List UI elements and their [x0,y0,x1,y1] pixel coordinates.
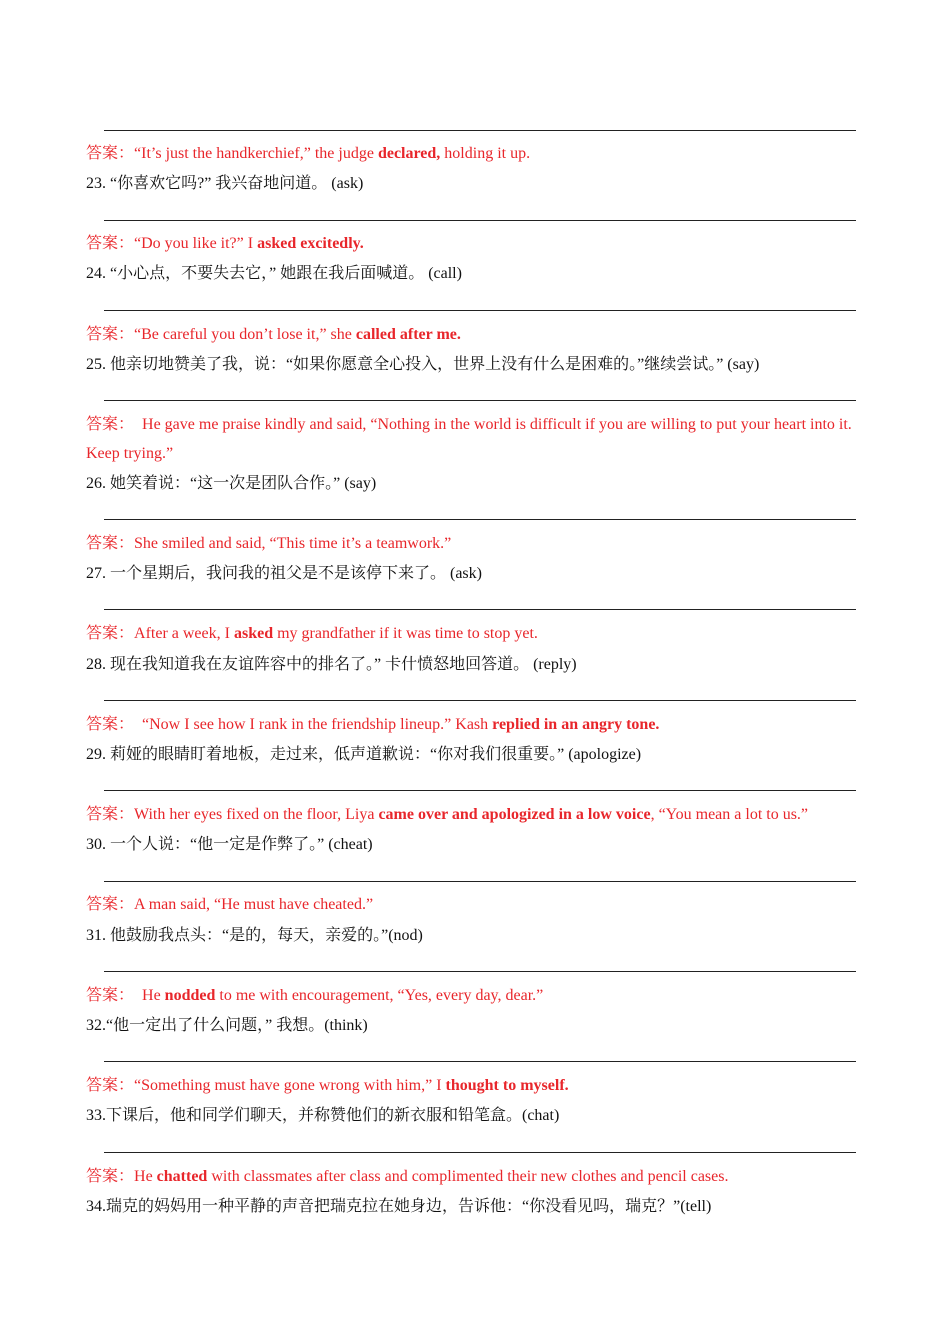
question-31: 31. 他鼓励我点头：“是的，每天，亲爱的。”(nod) [86,927,423,944]
answer-run: He gave me praise kindly and said, “Nothing in the world is difficult if you are willing to put your heart into it. Keep trying.” [86,416,856,462]
answer-line [104,881,856,882]
answer-key-phrase: came over and apologized in a low voice [378,806,651,823]
answer-text [86,529,870,558]
answer-run: He [134,987,165,1004]
answer-text [86,619,870,648]
answer-label: 答案： [86,145,135,162]
question-27: 27. 一个星期后，我问我的祖父是不是该停下来了。 (ask) [86,565,482,582]
answer-line [104,519,856,520]
answer-run: “It’s just the handkerchief,” the judge [134,145,378,162]
question-32: 32.“他一定出了什么问题，” 我想。(think) [86,1017,368,1034]
answer-run: He [134,1168,157,1185]
answer-key-phrase: called after me. [355,326,461,343]
answer-run: “Be careful you don’t lose it,” she [134,326,356,343]
question-26: 26. 她笑着说：“这一次是团队合作。” (say) [86,475,377,492]
answer-text [86,890,870,919]
answer-line [104,1061,856,1062]
answer-key-phrase: chatted [156,1168,208,1185]
answer-text [86,1162,870,1191]
answer-label: 答案： [86,716,135,733]
question-33: 33.下课后，他和同学们聊天，并称赞他们的新衣服和铅笔盒。(chat) [86,1107,560,1124]
answer-run: She smiled and said, “This time it’s a teamwork.” [134,535,452,552]
answer-key-phrase: thought to myself. [445,1077,569,1094]
answer-label: 答案： [86,987,135,1004]
answer-line [104,400,856,401]
question-29: 29. 莉娅的眼睛盯着地板，走过来，低声道歉说：“你对我们很重要。” (apologize) [86,746,642,763]
question-30: 30. 一个人说：“他一定是作弊了。” (cheat) [86,836,373,853]
answer-line [104,130,856,131]
answer-key-phrase: declared, [377,145,441,162]
answer-run: , “You mean a lot to us.” [650,806,809,823]
question-34: 34.瑞克的妈妈用一种平静的声音把瑞克拉在她身边，告诉他：“你没看见吗，瑞克？”(tell) [86,1198,712,1215]
answer-line [104,220,856,221]
answer-run: with classmates after class and complimented their new clothes and pencil cases. [207,1168,729,1185]
answer-text [86,229,870,258]
answer-label: 答案： [86,625,135,642]
question-24: 24. “小心点，不要失去它，” 她跟在我后面喊道。 (call) [86,265,462,282]
question-28: 28. 现在我知道我在友谊阵容中的排名了。” 卡什愤怒地回答道。 (reply) [86,656,577,673]
answer-label: 答案： [86,326,135,343]
answer-run: “Something must have gone wrong with him,” I [134,1077,446,1094]
answer-line [104,971,856,972]
answer-key-phrase: asked [233,625,274,642]
question-23: 23. “你喜欢它吗?” 我兴奋地问道。 (ask) [86,175,364,192]
answer-line [104,700,856,701]
answer-text [86,800,870,829]
answer-key-phrase: nodded [164,987,216,1004]
answer-label: 答案： [86,1168,135,1185]
answer-text [86,139,870,168]
answer-run: to me with encouragement, “Yes, every day, dear.” [215,987,544,1004]
answer-run: holding it up. [440,145,531,162]
answer-run: “Now I see how I rank in the friendship lineup.” Kash [134,716,493,733]
question-25: 25. 他亲切地赞美了我，说：“如果你愿意全心投入，世界上没有什么是困难的。”继续尝试。” (say) [86,356,760,373]
answer-text [86,981,870,1010]
answer-label: 答案： [86,235,135,252]
answer-run: After a week, I [134,625,234,642]
answer-line [104,1152,856,1153]
answer-line [104,310,856,311]
answer-line [104,790,856,791]
answer-key-phrase: replied in an angry tone. [492,716,660,733]
answer-label: 答案： [86,806,135,823]
answer-text [86,320,870,349]
answer-key-phrase: asked excitedly. [257,235,364,252]
answer-run: With her eyes fixed on the floor, Liya [134,806,379,823]
answer-run: my grandfather if it was time to stop yet. [273,625,538,642]
answer-text [86,410,870,468]
answer-label: 答案： [86,1077,135,1094]
answer-label: 答案： [86,896,135,913]
answer-label: 答案： [86,535,135,552]
answer-text [86,1071,870,1100]
answer-text [86,710,870,739]
answer-label: 答案： [86,416,135,433]
answer-run: A man said, “He must have cheated.” [134,896,374,913]
answer-run: “Do you like it?” I [134,235,258,252]
answer-line [104,609,856,610]
